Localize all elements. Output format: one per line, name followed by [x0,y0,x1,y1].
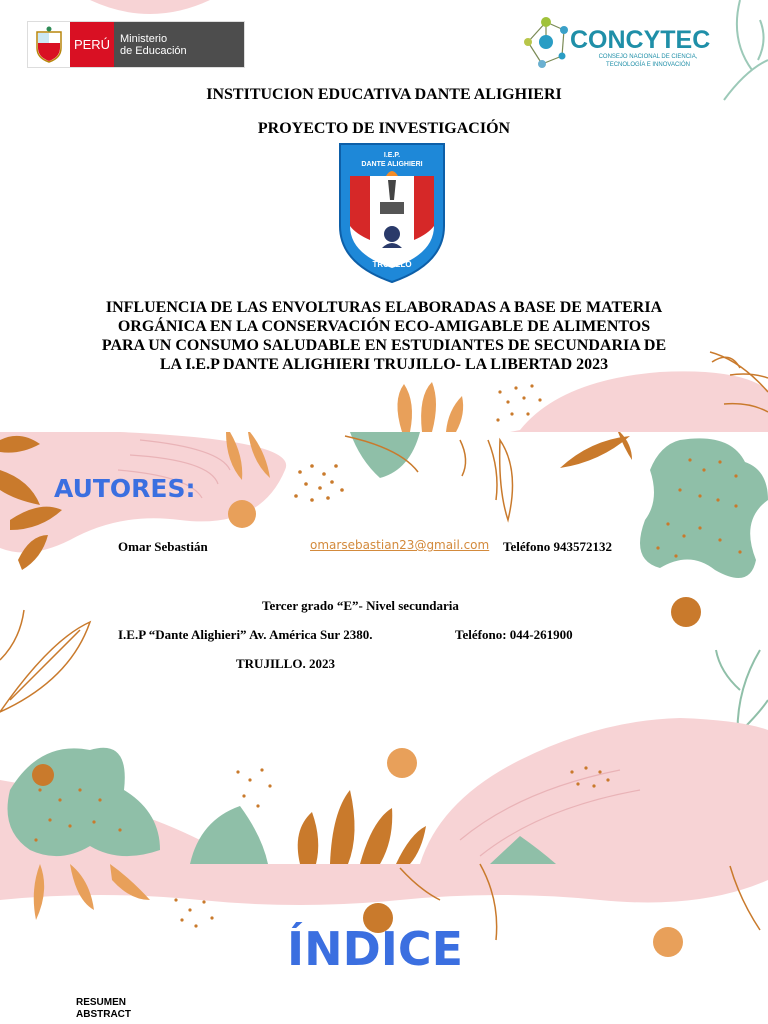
institution-name: INSTITUCION EDUCATIVA DANTE ALIGHIERI [206,86,562,103]
author-name: Omar Sebastián [118,539,208,554]
index-heading: ÍNDICE [286,922,464,976]
concytec-brand: CONCYTEC [570,26,711,54]
concytec-logo [518,12,723,74]
school-phone: Teléfono: 044-261900 [455,627,573,642]
project-title: INFLUENCIA DE LAS ENVOLTURAS ELABORADAS A BASE DE MATERIA ORGÁNICA EN LA CONSERVACIÓN ECO-AMIGABLE DE ALIMENTOS PARA UN CONSUMO SALUDABLE EN ESTUDIANTES DE SECUNDARIA DE LA I.E.P DANTE ALIGHIERI TRUJILLO- LA LIBERTAD 2023 [101,299,667,373]
peru-coat-of-arms-icon [28,22,70,67]
minedu-logo [27,21,245,68]
project-type: PROYECTO DE INVESTIGACIÓN [257,120,511,137]
index-list [76,997,131,1021]
concytec-molecule-icon [518,12,574,74]
peru-label: PERÚ [70,22,114,67]
city-year: TRUJILLO. 2023 [236,656,335,671]
author-phone: Teléfono 943572132 [503,539,612,554]
grade-level: Tercer grado “E”- Nivel secundaria [262,598,459,613]
ministry-label: Ministerio de Educación [114,22,244,67]
index-item-resumen[interactable]: RESUMEN [76,997,127,1008]
school-crest [336,140,448,286]
authors-heading: AUTORES: [54,474,196,503]
author-email-link[interactable]: omarsebastian23@gmail.com [310,538,490,552]
crest-top-text: I.E.P. DANTE ALIGHIERI [361,152,423,168]
concytec-tagline: CONSEJO NACIONAL DE CIENCIA, TECNOLOGÍA E INNOVACIÓN [598,54,698,68]
index-item-abstract[interactable]: ABSTRACT [76,1009,131,1020]
school-address: I.E.P “Dante Alighieri” Av. América Sur 2380. [118,627,373,642]
crest-city: TRUJILLO [372,260,412,269]
